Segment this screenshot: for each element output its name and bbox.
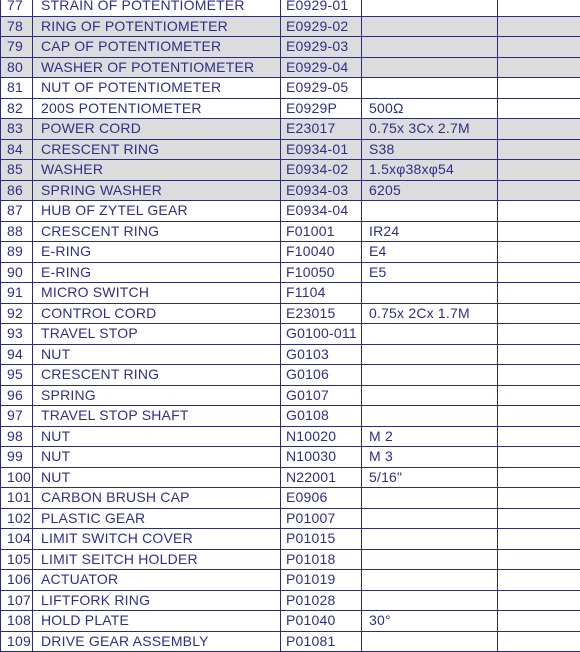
part-code-cell: P01081 [281, 631, 362, 652]
table-row [1, 16, 580, 37]
item-number-cell: 85 [1, 160, 33, 181]
item-number-cell: 99 [1, 447, 33, 468]
table-row [1, 385, 580, 406]
table-row [1, 611, 580, 632]
item-number-cell: 90 [1, 262, 33, 283]
spec-cell [362, 570, 498, 591]
part-code-cell: F10050 [281, 262, 362, 283]
spec-cell: 30° [362, 611, 498, 632]
part-code-cell: P01019 [281, 570, 362, 591]
item-number-cell: 93 [1, 324, 33, 345]
extra-cell [498, 406, 580, 427]
item-number-cell: 108 [1, 611, 33, 632]
table-row [1, 365, 580, 386]
table-row [1, 590, 580, 611]
extra-cell [498, 426, 580, 447]
table-row [1, 139, 580, 160]
item-number-cell: 80 [1, 57, 33, 78]
item-number-cell: 94 [1, 344, 33, 365]
item-number-cell: 96 [1, 385, 33, 406]
part-code-cell: P01028 [281, 590, 362, 611]
extra-cell [498, 16, 580, 37]
extra-cell [498, 221, 580, 242]
spec-cell [362, 16, 498, 37]
extra-cell [498, 180, 580, 201]
extra-cell [498, 160, 580, 181]
item-number-cell: 95 [1, 365, 33, 386]
table-row [1, 529, 580, 550]
spec-cell: 6205 [362, 180, 498, 201]
spec-cell: 500Ω [362, 98, 498, 119]
spec-cell: M 3 [362, 447, 498, 468]
part-name-cell: CONTROL CORD [33, 303, 281, 324]
table-row [1, 344, 580, 365]
part-name-cell: MICRO SWITCH [33, 283, 281, 304]
extra-cell [498, 631, 580, 652]
spec-cell: 5/16" [362, 467, 498, 488]
extra-cell [498, 98, 580, 119]
part-name-cell: CRESCENT RING [33, 221, 281, 242]
spec-cell [362, 590, 498, 611]
part-code-cell: N22001 [281, 467, 362, 488]
table-row [1, 570, 580, 591]
spec-cell [362, 529, 498, 550]
part-name-cell: CARBON BRUSH CAP [33, 488, 281, 509]
spec-cell [362, 365, 498, 386]
item-number-cell: 81 [1, 78, 33, 99]
part-code-cell: P01040 [281, 611, 362, 632]
part-code-cell: G0107 [281, 385, 362, 406]
extra-cell [498, 549, 580, 570]
extra-cell [498, 262, 580, 283]
part-code-cell: G0103 [281, 344, 362, 365]
part-name-cell: LIMIT SWITCH COVER [33, 529, 281, 550]
item-number-cell: 83 [1, 119, 33, 140]
spec-cell [362, 508, 498, 529]
table-row [1, 160, 580, 181]
table-row [1, 242, 580, 263]
item-number-cell: 92 [1, 303, 33, 324]
spec-cell [362, 385, 498, 406]
parts-table-body [1, 0, 580, 652]
table-row [1, 180, 580, 201]
part-code-cell: G0100-011 [281, 324, 362, 345]
part-code-cell: E0906 [281, 488, 362, 509]
part-code-cell: N10030 [281, 447, 362, 468]
item-number-cell: 86 [1, 180, 33, 201]
part-name-cell: PLASTIC GEAR [33, 508, 281, 529]
part-code-cell: E23017 [281, 119, 362, 140]
table-row [1, 549, 580, 570]
spec-cell [362, 324, 498, 345]
extra-cell [498, 488, 580, 509]
part-name-cell: TRAVEL STOP [33, 324, 281, 345]
table-row [1, 221, 580, 242]
table-row [1, 0, 580, 16]
part-code-cell: F1104 [281, 283, 362, 304]
extra-cell [498, 365, 580, 386]
extra-cell [498, 447, 580, 468]
item-number-cell: 105 [1, 549, 33, 570]
item-number-cell: 87 [1, 201, 33, 222]
spec-cell: S38 [362, 139, 498, 160]
table-row [1, 631, 580, 652]
item-number-cell: 101 [1, 488, 33, 509]
part-code-cell: P01015 [281, 529, 362, 550]
part-code-cell: E0929-04 [281, 57, 362, 78]
spec-cell [362, 549, 498, 570]
item-number-cell: 77 [1, 0, 33, 16]
extra-cell [498, 508, 580, 529]
spec-cell [362, 201, 498, 222]
part-name-cell: LIMIT SEITCH HOLDER [33, 549, 281, 570]
item-number-cell: 78 [1, 16, 33, 37]
part-code-cell: E0929-05 [281, 78, 362, 99]
spec-cell: IR24 [362, 221, 498, 242]
item-number-cell: 88 [1, 221, 33, 242]
extra-cell [498, 385, 580, 406]
table-row [1, 406, 580, 427]
part-name-cell: WASHER [33, 160, 281, 181]
extra-cell [498, 201, 580, 222]
part-name-cell: NUT [33, 447, 281, 468]
item-number-cell: 79 [1, 37, 33, 58]
table-row [1, 262, 580, 283]
part-code-cell: F01001 [281, 221, 362, 242]
part-code-cell: E0934-01 [281, 139, 362, 160]
part-code-cell: E0929P [281, 98, 362, 119]
extra-cell [498, 590, 580, 611]
part-code-cell: P01018 [281, 549, 362, 570]
part-name-cell: NUT [33, 467, 281, 488]
part-code-cell: E0929-01 [281, 0, 362, 16]
part-name-cell: CRESCENT RING [33, 139, 281, 160]
extra-cell [498, 570, 580, 591]
part-name-cell: RING OF POTENTIOMETER [33, 16, 281, 37]
part-code-cell: E0929-02 [281, 16, 362, 37]
spec-cell [362, 78, 498, 99]
part-name-cell: LIFTFORK RING [33, 590, 281, 611]
extra-cell [498, 37, 580, 58]
part-name-cell: HOLD PLATE [33, 611, 281, 632]
extra-cell [498, 467, 580, 488]
spec-cell: 1.5xφ38xφ54 [362, 160, 498, 181]
part-code-cell: G0106 [281, 365, 362, 386]
spec-cell: M 2 [362, 426, 498, 447]
item-number-cell: 104 [1, 529, 33, 550]
extra-cell [498, 139, 580, 160]
extra-cell [498, 529, 580, 550]
item-number-cell: 109 [1, 631, 33, 652]
table-row [1, 447, 580, 468]
part-name-cell: NUT OF POTENTIOMETER [33, 78, 281, 99]
item-number-cell: 84 [1, 139, 33, 160]
part-code-cell: P01007 [281, 508, 362, 529]
extra-cell [498, 611, 580, 632]
table-row [1, 98, 580, 119]
table-row [1, 283, 580, 304]
part-name-cell: STRAIN OF POTENTIOMETER [33, 0, 281, 16]
part-name-cell: WASHER OF POTENTIOMETER [33, 57, 281, 78]
spec-cell: E4 [362, 242, 498, 263]
table-row [1, 303, 580, 324]
extra-cell [498, 78, 580, 99]
part-code-cell: E23015 [281, 303, 362, 324]
extra-cell [498, 119, 580, 140]
table-row [1, 426, 580, 447]
table-row [1, 119, 580, 140]
part-code-cell: E0934-03 [281, 180, 362, 201]
table-row [1, 324, 580, 345]
spec-cell [362, 283, 498, 304]
extra-cell [498, 283, 580, 304]
part-code-cell: G0108 [281, 406, 362, 427]
part-name-cell: DRIVE GEAR ASSEMBLY [33, 631, 281, 652]
part-name-cell: SPRING WASHER [33, 180, 281, 201]
item-number-cell: 82 [1, 98, 33, 119]
part-name-cell: HUB OF ZYTEL GEAR [33, 201, 281, 222]
item-number-cell: 100 [1, 467, 33, 488]
part-name-cell: TRAVEL STOP SHAFT [33, 406, 281, 427]
item-number-cell: 107 [1, 590, 33, 611]
part-code-cell: N10020 [281, 426, 362, 447]
spec-cell [362, 37, 498, 58]
spec-cell: 0.75x 3Cx 2.7M [362, 119, 498, 140]
part-name-cell: E-RING [33, 262, 281, 283]
spec-cell: 0.75x 2Cx 1.7M [362, 303, 498, 324]
spec-cell [362, 57, 498, 78]
part-name-cell: SPRING [33, 385, 281, 406]
extra-cell [498, 57, 580, 78]
table-row [1, 57, 580, 78]
part-code-cell: E0929-03 [281, 37, 362, 58]
table-row [1, 488, 580, 509]
spec-cell [362, 488, 498, 509]
table-row [1, 37, 580, 58]
table-row [1, 201, 580, 222]
table-row [1, 78, 580, 99]
part-code-cell: E0934-02 [281, 160, 362, 181]
item-number-cell: 98 [1, 426, 33, 447]
part-name-cell: NUT [33, 344, 281, 365]
part-name-cell: NUT [33, 426, 281, 447]
spec-cell [362, 406, 498, 427]
extra-cell [498, 0, 580, 16]
table-row [1, 508, 580, 529]
part-name-cell: CRESCENT RING [33, 365, 281, 386]
part-code-cell: F10040 [281, 242, 362, 263]
item-number-cell: 91 [1, 283, 33, 304]
part-name-cell: E-RING [33, 242, 281, 263]
part-name-cell: POWER CORD [33, 119, 281, 140]
extra-cell [498, 344, 580, 365]
part-name-cell: ACTUATOR [33, 570, 281, 591]
extra-cell [498, 242, 580, 263]
extra-cell [498, 324, 580, 345]
spec-cell [362, 344, 498, 365]
item-number-cell: 106 [1, 570, 33, 591]
spec-cell [362, 631, 498, 652]
spec-cell [362, 0, 498, 16]
extra-cell [498, 303, 580, 324]
item-number-cell: 102 [1, 508, 33, 529]
part-name-cell: CAP OF POTENTIOMETER [33, 37, 281, 58]
spec-cell: E5 [362, 262, 498, 283]
part-code-cell: E0934-04 [281, 201, 362, 222]
table-row [1, 467, 580, 488]
item-number-cell: 89 [1, 242, 33, 263]
item-number-cell: 97 [1, 406, 33, 427]
part-name-cell: 200S POTENTIOMETER [33, 98, 281, 119]
